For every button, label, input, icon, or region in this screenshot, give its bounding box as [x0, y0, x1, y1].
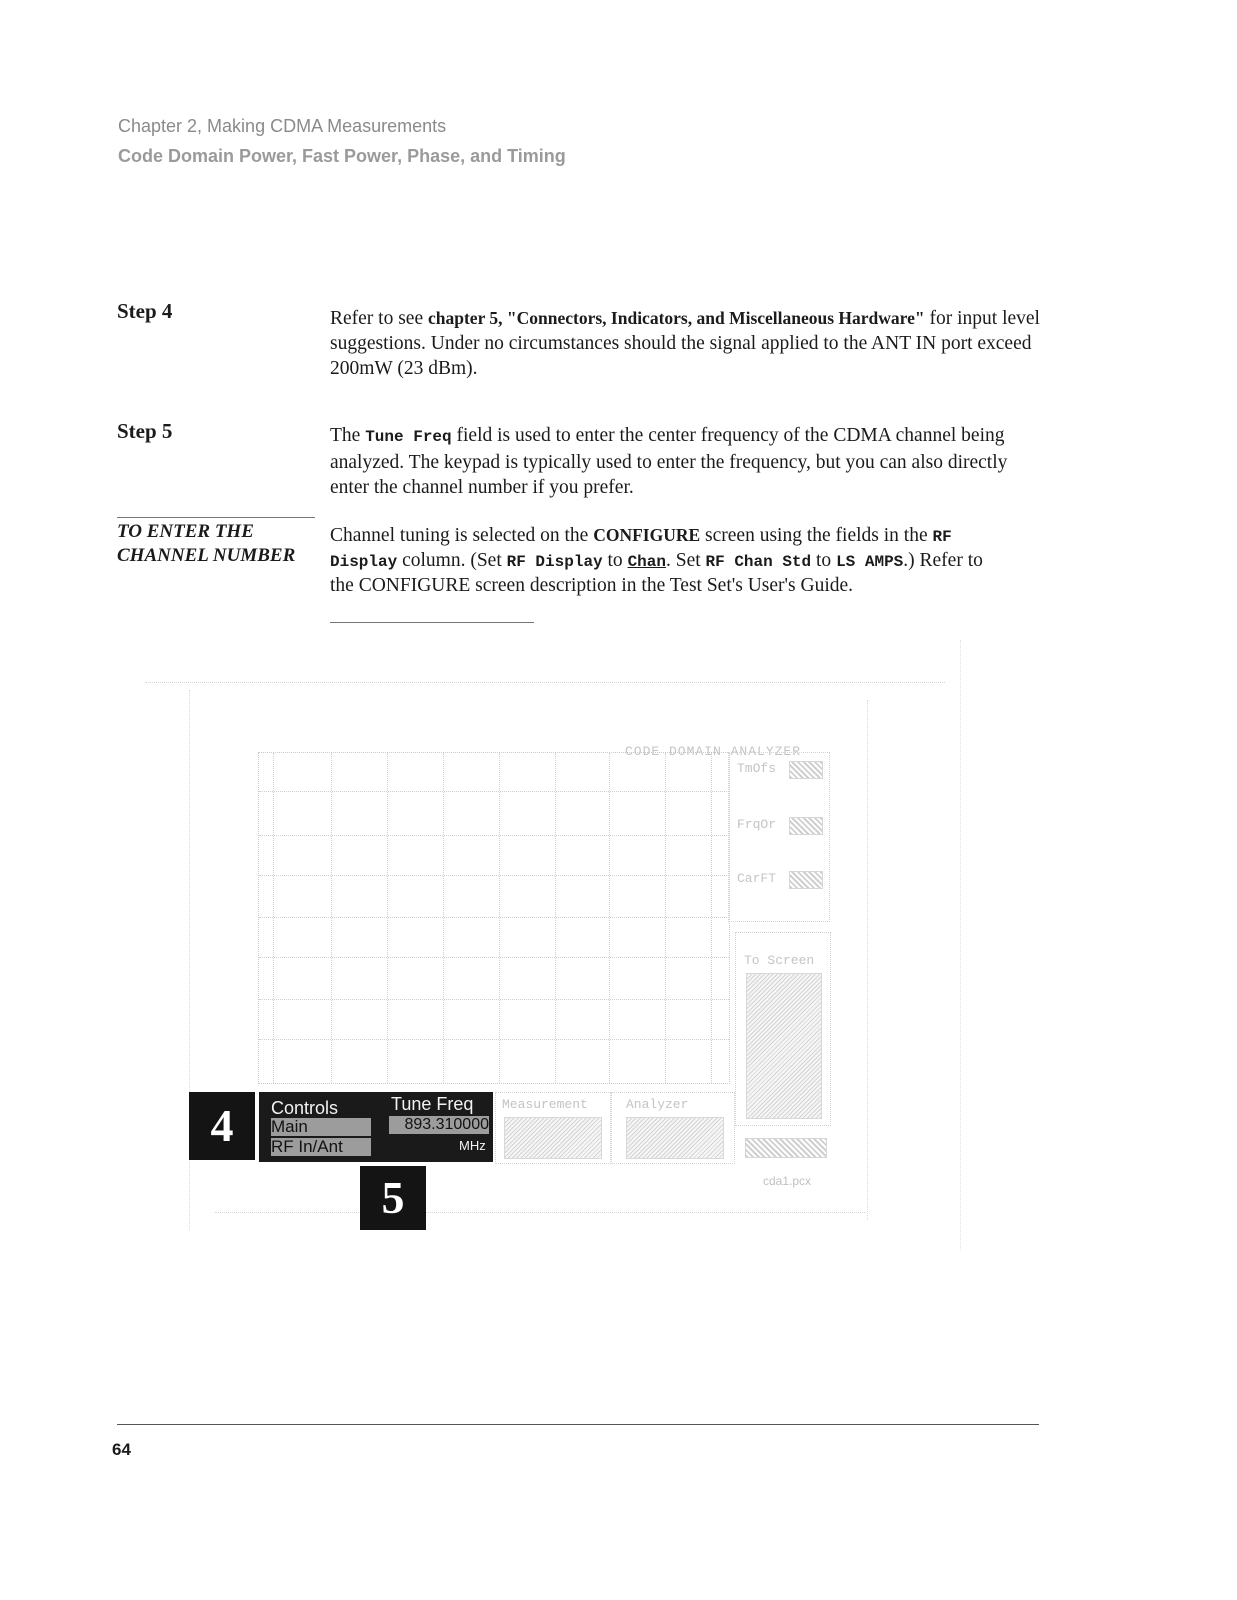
field-3-label: CarFT	[737, 871, 777, 886]
channel-note-t2: screen using the fields in the	[700, 525, 933, 546]
page-number: 64	[112, 1440, 131, 1459]
chapter-header: Chapter 2, Making CDMA Measurements	[118, 116, 447, 136]
rf-display-field-2: RF Display	[506, 553, 603, 571]
footer-rule	[117, 1424, 1039, 1425]
field-2-label: FrqOr	[737, 817, 777, 832]
tune-freq-unit: MHz	[459, 1138, 486, 1153]
configure-word: CONFIGURE	[593, 525, 701, 545]
to-screen-label: To Screen	[744, 953, 815, 968]
figure-frame-bottom	[215, 1212, 865, 1213]
step-4-text	[330, 306, 1050, 381]
field-2-value[interactable]	[789, 817, 823, 835]
step-4-text-a: Refer to see	[330, 308, 428, 329]
callout-5: 5	[360, 1166, 426, 1230]
code-domain-figure	[145, 640, 965, 1250]
side-heading	[117, 520, 295, 568]
ls-amps-setting: LS AMPS	[836, 553, 904, 571]
step-5-label: Step 5	[117, 419, 173, 443]
controls-main[interactable]: Main	[271, 1118, 371, 1136]
step-4-text-b: for input level suggestions. Under no circumstances should the signal applied to the ANT IN port exceed 200mW (23 dBm).	[330, 308, 1040, 379]
rf-display-field: RF Display	[330, 528, 952, 571]
rf-chan-std-field: RF Chan Std	[705, 553, 812, 571]
channel-note-t1: Channel tuning is selected on the	[330, 525, 594, 546]
note-end-rule	[330, 622, 534, 623]
field-1-label: TmOfs	[737, 761, 777, 776]
to-screen-panel	[735, 932, 831, 1126]
callout-4: 4	[189, 1092, 255, 1160]
tune-freq-field-name: Tune Freq	[365, 428, 452, 446]
tune-freq-label: Tune Freq	[391, 1094, 474, 1114]
channel-note-text	[330, 523, 990, 598]
section-header: Code Domain Power, Fast Power, Phase, and Timing	[118, 146, 566, 166]
screen-title: CODE DOMAIN ANALYZER	[625, 744, 802, 759]
measurement-box	[495, 1092, 611, 1164]
figure-frame-top	[145, 682, 945, 683]
side-heading-line-2: CHANNEL NUMBER	[117, 545, 296, 566]
analyzer-selector[interactable]	[626, 1117, 724, 1159]
side-heading-line-1: TO ENTER THE	[117, 521, 254, 542]
step-5-text	[330, 423, 1050, 500]
channel-note-t4: to	[602, 550, 628, 571]
step-4-label: Step 4	[117, 299, 173, 323]
channel-note-t3: column. (Set	[397, 550, 507, 571]
field-1-value[interactable]	[789, 761, 823, 779]
to-screen-list[interactable]	[746, 973, 822, 1119]
controls-label: Controls	[271, 1098, 339, 1118]
more-softkey[interactable]	[745, 1138, 827, 1158]
step-5-text-a: The	[330, 425, 366, 446]
measurement-label: Measurement	[502, 1097, 588, 1112]
figure-frame-far-right	[960, 640, 961, 1250]
analyzer-box	[611, 1092, 735, 1164]
measurement-selector[interactable]	[504, 1117, 602, 1159]
channel-note-t5: . Set	[665, 550, 706, 571]
field-panel	[728, 752, 830, 922]
controls-bar	[259, 1092, 493, 1162]
tune-freq-value[interactable]: 893.310000	[389, 1116, 489, 1134]
step-5-text-b: field is used to enter the center frequency of the CDMA channel being analyzed. The keypad is typically used to enter the frequency, but you can also directly enter the channel number if you prefer.	[330, 425, 1008, 498]
figure-frame-right	[867, 700, 868, 1220]
chapter-5-reference: chapter 5, "Connectors, Indicators, and Miscellaneous Hardware"	[428, 308, 925, 328]
chan-setting: Chan	[627, 553, 666, 571]
figure-caption: cda1.pcx	[763, 1174, 812, 1188]
channel-note-t6: to	[811, 550, 837, 571]
side-heading-rule	[117, 517, 315, 518]
channel-note-t7: .) Refer to the CONFIGURE screen description in the Test Set's User's Guide.	[330, 550, 983, 596]
field-3-value[interactable]	[789, 871, 823, 889]
controls-rf-in-ant[interactable]: RF In/Ant	[271, 1138, 371, 1156]
graticule	[258, 752, 730, 1084]
analyzer-label: Analyzer	[626, 1097, 689, 1112]
